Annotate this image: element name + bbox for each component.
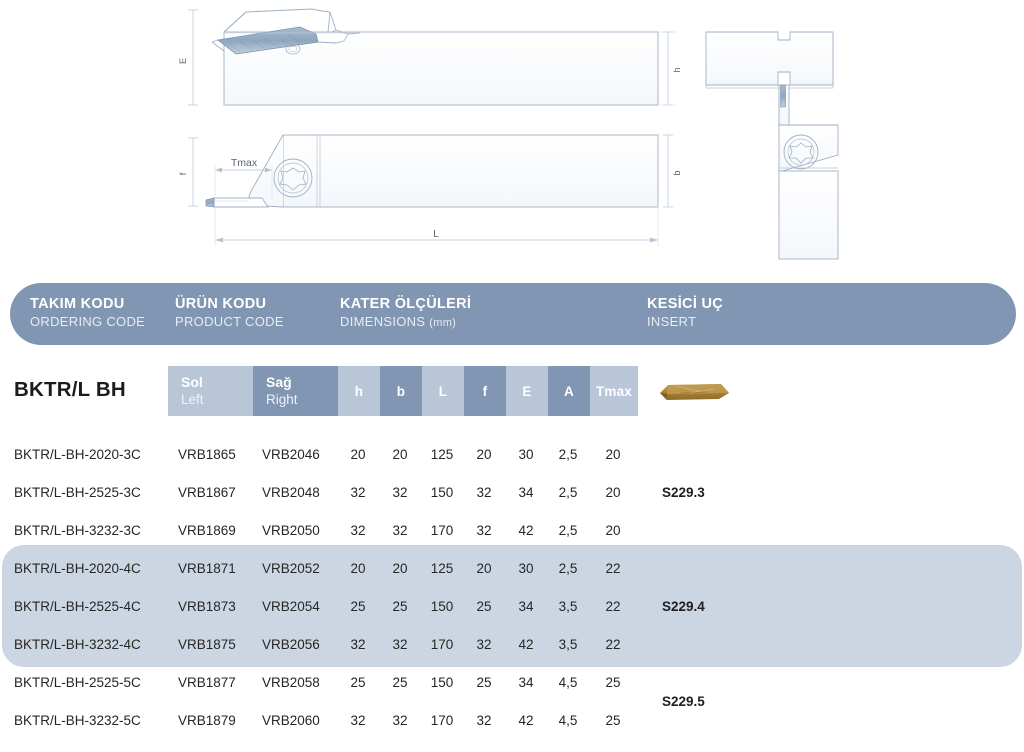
column-symbol-Tmax: Tmax (595, 383, 633, 399)
column-header-b (380, 366, 422, 416)
header-product-code-en: PRODUCT CODE (175, 314, 284, 329)
column-symbol-f: f (482, 383, 488, 399)
header-ordering-code-en: ORDERING CODE (30, 314, 146, 329)
cell-A: 3,5 (558, 599, 578, 614)
dim-label-f: f (178, 172, 188, 176)
cell-left-code: VRB1879 (178, 713, 236, 728)
cell-b: 20 (392, 447, 408, 462)
dim-label-Tmax: Tmax (230, 157, 258, 169)
cell-b: 32 (392, 637, 408, 652)
header-group-dimensions (340, 295, 471, 332)
specifications-table (0, 436, 1024, 740)
cell-b: 32 (392, 523, 408, 538)
cell-Tmax: 22 (605, 637, 621, 652)
header-group-product-code (175, 295, 284, 331)
header-product-code-tr: ÜRÜN KODU (175, 296, 267, 312)
cell-A: 4,5 (558, 675, 578, 690)
cell-right-code: VRB2056 (262, 637, 320, 652)
column-symbol-b: b (396, 383, 406, 399)
cell-f: 25 (476, 675, 492, 690)
cell-ordering-code: BKTR/L-BH-2020-4C (14, 561, 141, 576)
header-dimensions-en (340, 313, 471, 332)
table-row[interactable] (0, 664, 1024, 709)
cell-h: 32 (350, 713, 366, 728)
cell-left-code: VRB1865 (178, 447, 236, 462)
cell-left-code: VRB1875 (178, 637, 236, 652)
cell-left-code: VRB1877 (178, 675, 236, 690)
cell-A: 4,5 (558, 713, 578, 728)
cell-ordering-code: BKTR/L-BH-2525-3C (14, 485, 141, 500)
cell-f: 32 (476, 637, 492, 652)
column-sag-tr: Sağ (266, 374, 292, 390)
table-row[interactable] (0, 436, 1024, 474)
cell-left-code: VRB1873 (178, 599, 236, 614)
drawing-side-view (188, 135, 673, 246)
cell-A: 2,5 (558, 447, 578, 462)
column-header-sag-right (253, 366, 338, 416)
cell-b: 32 (392, 485, 408, 500)
column-sol-en: Left (181, 392, 204, 407)
cell-right-code: VRB2052 (262, 561, 320, 576)
cell-L: 150 (430, 675, 454, 690)
dim-label-h: h (672, 67, 682, 73)
cell-A: 3,5 (558, 637, 578, 652)
technical-drawings (0, 0, 1024, 270)
cell-h: 20 (350, 447, 366, 462)
cell-left-code: VRB1869 (178, 523, 236, 538)
cell-f: 25 (476, 599, 492, 614)
cell-L: 125 (430, 561, 454, 576)
cell-E: 30 (518, 561, 534, 576)
cell-h: 25 (350, 599, 366, 614)
cell-E: 34 (518, 485, 534, 500)
cell-E: 42 (518, 713, 534, 728)
header-insert-tr: KESİCİ UÇ (647, 296, 724, 312)
cell-ordering-code: BKTR/L-BH-3232-5C (14, 713, 141, 728)
cell-A: 2,5 (558, 523, 578, 538)
table-row[interactable] (0, 588, 1024, 626)
cell-f: 20 (476, 447, 492, 462)
cell-f: 20 (476, 561, 492, 576)
cell-left-code: VRB1871 (178, 561, 236, 576)
cell-b: 20 (392, 561, 408, 576)
dim-label-L: L (433, 229, 439, 240)
cell-f: 32 (476, 485, 492, 500)
header-dimensions-unit: (mm) (429, 317, 457, 329)
cell-Tmax: 25 (605, 713, 621, 728)
column-header-sol-left (168, 366, 253, 416)
cell-Tmax: 20 (605, 447, 621, 462)
table-row[interactable] (0, 550, 1024, 588)
cell-Tmax: 22 (605, 599, 621, 614)
cell-Tmax: 22 (605, 561, 621, 576)
cell-right-code: VRB2060 (262, 713, 320, 728)
table-row[interactable] (0, 512, 1024, 550)
cell-E: 34 (518, 675, 534, 690)
cell-A: 2,5 (558, 485, 578, 500)
cell-ordering-code: BKTR/L-BH-2525-5C (14, 675, 141, 690)
cell-b: 32 (392, 713, 408, 728)
column-header-E (506, 366, 548, 416)
cell-ordering-code: BKTR/L-BH-2525-4C (14, 599, 141, 614)
cell-E: 30 (518, 447, 534, 462)
header-dimensions-tr: KATER ÖLÇÜLERİ (340, 296, 472, 312)
cell-L: 170 (430, 523, 454, 538)
header-ordering-code-tr: TAKIM KODU (30, 296, 125, 312)
cell-Tmax: 20 (605, 485, 621, 500)
cell-right-code: VRB2048 (262, 485, 320, 500)
cell-A: 2,5 (558, 561, 578, 576)
cell-f: 32 (476, 523, 492, 538)
column-symbol-L: L (438, 383, 448, 399)
cell-right-code: VRB2050 (262, 523, 320, 538)
table-row[interactable] (0, 626, 1024, 664)
drawing-front-view (706, 32, 838, 259)
cell-b: 25 (392, 599, 408, 614)
cell-L: 125 (430, 447, 454, 462)
cell-right-code: VRB2058 (262, 675, 320, 690)
insert-group-label: S229.5 (662, 694, 705, 709)
insert-group-label: S229.4 (662, 599, 705, 614)
cell-f: 32 (476, 713, 492, 728)
cell-L: 150 (430, 485, 454, 500)
cell-h: 20 (350, 561, 366, 576)
cell-h: 25 (350, 675, 366, 690)
header-dimensions-en-text: DIMENSIONS (340, 314, 426, 329)
column-sag-en: Right (266, 392, 298, 407)
cell-ordering-code: BKTR/L-BH-2020-3C (14, 447, 141, 462)
cell-ordering-code: BKTR/L-BH-3232-3C (14, 523, 141, 538)
drawing-top-view (188, 9, 676, 105)
column-symbol-A: A (564, 383, 574, 399)
cell-Tmax: 25 (605, 675, 621, 690)
cell-h: 32 (350, 485, 366, 500)
column-symbol-h: h (354, 383, 364, 399)
column-header-f (464, 366, 506, 416)
cell-ordering-code: BKTR/L-BH-3232-4C (14, 637, 141, 652)
column-symbol-E: E (522, 383, 532, 399)
header-group-ordering-code (30, 295, 145, 331)
column-header-A (548, 366, 590, 416)
dim-label-E: E (178, 57, 188, 65)
cell-E: 42 (518, 523, 534, 538)
cell-E: 34 (518, 599, 534, 614)
cell-L: 150 (430, 599, 454, 614)
cell-L: 170 (430, 713, 454, 728)
cell-E: 42 (518, 637, 534, 652)
column-header-Tmax (590, 366, 638, 416)
column-header-h (338, 366, 380, 416)
table-row[interactable] (0, 474, 1024, 512)
insert-photo (659, 381, 731, 403)
cell-h: 32 (350, 637, 366, 652)
column-header-L (422, 366, 464, 416)
table-row[interactable] (0, 702, 1024, 740)
cell-left-code: VRB1867 (178, 485, 236, 500)
cell-right-code: VRB2046 (262, 447, 320, 462)
table-header-bar (10, 283, 1016, 345)
cell-h: 32 (350, 523, 366, 538)
dim-label-b: b (672, 170, 682, 176)
cell-right-code: VRB2054 (262, 599, 320, 614)
header-group-insert (647, 295, 723, 331)
cell-b: 25 (392, 675, 408, 690)
cell-L: 170 (430, 637, 454, 652)
cell-Tmax: 20 (605, 523, 621, 538)
header-insert-en: INSERT (647, 314, 697, 329)
column-sol-tr: Sol (181, 374, 203, 390)
tool-family-title: BKTR/L BH (14, 378, 126, 401)
insert-group-label: S229.3 (662, 485, 705, 500)
column-header-strip (168, 366, 638, 416)
